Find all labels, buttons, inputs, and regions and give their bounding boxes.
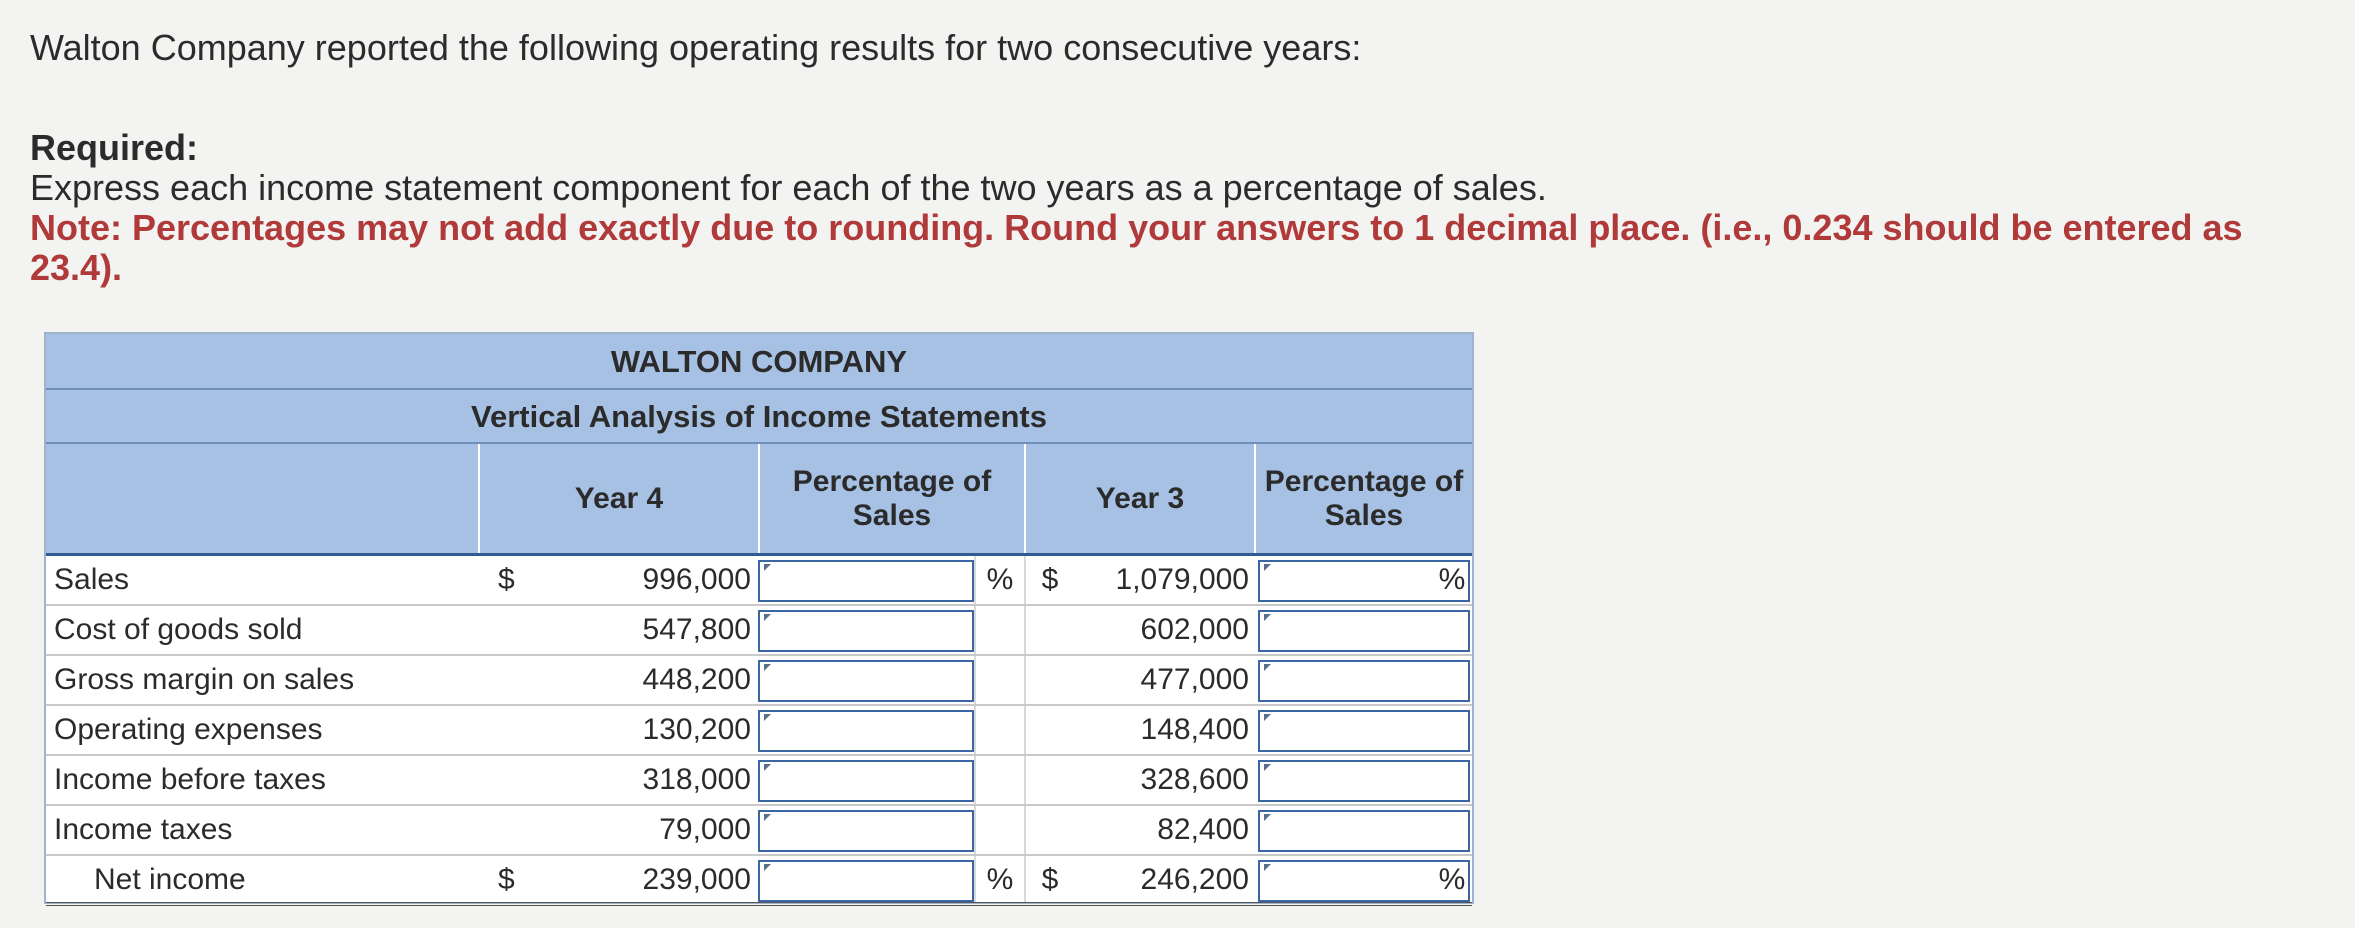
percent-sign <box>974 656 1024 704</box>
percent-sign <box>1430 606 1474 654</box>
header-year3: Year 3 <box>1024 444 1254 553</box>
column-headers <box>46 444 1472 556</box>
input-marker-icon <box>1264 564 1271 571</box>
row-label: Operating expenses <box>54 713 323 746</box>
input-marker-icon <box>764 564 771 571</box>
pct-year4-input[interactable] <box>758 860 974 902</box>
percent-sign <box>974 756 1024 804</box>
row-label: Income taxes <box>54 813 233 846</box>
currency-year3: $ <box>1024 556 1074 604</box>
input-marker-icon <box>764 764 771 771</box>
percent-sign <box>974 706 1024 754</box>
required-heading: Required: <box>30 127 199 168</box>
percent-sign <box>1430 656 1474 704</box>
header-year4: Year 4 <box>478 444 758 553</box>
table-row <box>46 706 1472 756</box>
pct-year4-input[interactable] <box>758 610 974 652</box>
row-label: Cost of goods sold <box>54 613 303 646</box>
rounding-note: Note: Percentages may not add exactly due to rounding. Round your answers to 1 decimal place. (i.e., 0.234 should be entered as 23.4). <box>30 207 2243 288</box>
header-pct-year4: Percentage of Sales <box>758 444 1024 553</box>
percent-sign <box>1430 756 1474 804</box>
currency-year3 <box>1024 606 1074 654</box>
table-row <box>46 606 1472 656</box>
amount-year4: 448,200 <box>642 663 751 696</box>
pct-year4-input[interactable] <box>758 710 974 752</box>
amount-year3: 328,600 <box>1140 763 1249 796</box>
table-row <box>46 806 1472 856</box>
header-label-column <box>46 444 478 553</box>
input-marker-icon <box>1264 614 1271 621</box>
percent-sign: % <box>1438 563 1466 596</box>
percent-sign <box>974 806 1024 854</box>
input-marker-icon <box>764 814 771 821</box>
pct-year4-input[interactable] <box>758 560 974 602</box>
row-label: Gross margin on sales <box>54 663 355 696</box>
header-pct-year3: Percentage of Sales <box>1254 444 1472 553</box>
row-label: Sales <box>54 563 130 596</box>
input-marker-icon <box>1264 864 1271 871</box>
table-row <box>46 756 1472 806</box>
percent-sign: % <box>1438 863 1466 896</box>
currency-year4: $ <box>498 863 515 896</box>
amount-year3: 602,000 <box>1140 613 1249 646</box>
currency-year4 <box>498 606 538 654</box>
amount-year4: 130,200 <box>642 713 751 746</box>
table-subtitle: Vertical Analysis of Income Statements <box>46 390 1472 444</box>
row-label: Net income <box>94 863 246 896</box>
percent-sign <box>1430 806 1474 854</box>
amount-year3: 148,400 <box>1140 713 1249 746</box>
row-label: Income before taxes <box>54 763 326 796</box>
amount-year4: 996,000 <box>642 563 751 596</box>
currency-year3 <box>1024 656 1074 704</box>
amount-year4: 239,000 <box>642 863 751 896</box>
input-marker-icon <box>764 864 771 871</box>
table-row <box>46 656 1472 706</box>
input-marker-icon <box>1264 714 1271 721</box>
input-marker-icon <box>1264 814 1271 821</box>
percent-sign: % <box>974 556 1024 604</box>
input-marker-icon <box>1264 664 1271 671</box>
input-marker-icon <box>1264 764 1271 771</box>
percent-sign <box>974 606 1024 654</box>
company-title: WALTON COMPANY <box>46 334 1472 390</box>
requirements <box>30 128 2250 288</box>
currency-year3 <box>1024 706 1074 754</box>
pct-year4-input[interactable] <box>758 760 974 802</box>
currency-year3 <box>1024 806 1074 854</box>
table-row <box>46 856 1472 906</box>
amount-year3: 246,200 <box>1140 863 1249 896</box>
pct-year4-input[interactable] <box>758 660 974 702</box>
pct-year4-input[interactable] <box>758 810 974 852</box>
amount-year3: 82,400 <box>1157 813 1249 846</box>
input-marker-icon <box>764 614 771 621</box>
currency-year4 <box>498 656 538 704</box>
required-text: Express each income statement component for each of the two years as a percentage of sales. <box>30 167 1547 208</box>
input-marker-icon <box>764 664 771 671</box>
amount-year3: 477,000 <box>1140 663 1249 696</box>
amount-year4: 547,800 <box>642 613 751 646</box>
intro-text: Walton Company reported the following operating results for two consecutive years: <box>30 27 1362 68</box>
table-row <box>46 556 1472 606</box>
percent-sign: % <box>974 856 1024 902</box>
currency-year4: $ <box>498 563 515 596</box>
input-marker-icon <box>764 714 771 721</box>
amount-year4: 318,000 <box>642 763 751 796</box>
vertical-analysis-table <box>44 332 1474 904</box>
currency-year4 <box>498 706 538 754</box>
percent-sign <box>1430 706 1474 754</box>
currency-year3: $ <box>1024 856 1074 902</box>
amount-year4: 79,000 <box>659 813 751 846</box>
currency-year4 <box>498 806 538 854</box>
currency-year3 <box>1024 756 1074 804</box>
currency-year4 <box>498 756 538 804</box>
amount-year3: 1,079,000 <box>1115 563 1249 596</box>
